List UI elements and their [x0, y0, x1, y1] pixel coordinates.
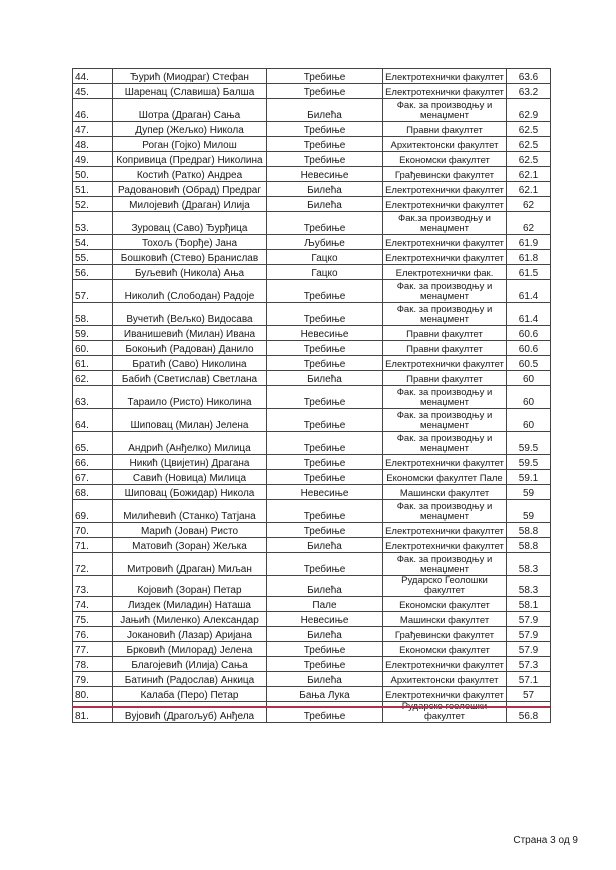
row-number: 73.	[73, 576, 113, 597]
row-number: 68.	[73, 485, 113, 500]
table-row	[73, 627, 551, 642]
faculty	[383, 303, 507, 326]
row-number: 67.	[73, 470, 113, 485]
student-name: Николић (Слободан) Радоје	[113, 280, 267, 303]
faculty	[383, 687, 507, 702]
score: 62.1	[507, 167, 551, 182]
student-name: Тараило (Ристо) Николина	[113, 386, 267, 409]
table-row	[73, 303, 551, 326]
city: Требиње	[267, 500, 383, 523]
row-number: 70.	[73, 523, 113, 538]
score: 59	[507, 500, 551, 523]
city: Билећа	[267, 197, 383, 212]
table-row	[73, 167, 551, 182]
city: Требиње	[267, 553, 383, 576]
city: Требиње	[267, 470, 383, 485]
score: 61.8	[507, 250, 551, 265]
score: 57.9	[507, 612, 551, 627]
score: 58.8	[507, 523, 551, 538]
student-name: Роган (Гојко) Милош	[113, 137, 267, 152]
score: 58.1	[507, 597, 551, 612]
row-number: 74.	[73, 597, 113, 612]
faculty-text: Архитектонски факултет	[390, 140, 499, 151]
faculty	[383, 642, 507, 657]
row-number: 60.	[73, 341, 113, 356]
city: Требиње	[267, 137, 383, 152]
table-row	[73, 553, 551, 576]
page-number: Страна 3 од 9	[513, 835, 578, 846]
city: Невесиње	[267, 167, 383, 182]
faculty	[383, 122, 507, 137]
faculty	[383, 197, 507, 212]
city: Требиње	[267, 303, 383, 326]
city: Требиње	[267, 341, 383, 356]
student-name: Јањић (Миленко) Александар	[113, 612, 267, 627]
row-number: 47.	[73, 122, 113, 137]
faculty-text: Електротехнички фак.	[395, 268, 494, 279]
score: 60.6	[507, 326, 551, 341]
table-row	[73, 182, 551, 197]
faculty	[383, 523, 507, 538]
score: 63.6	[507, 69, 551, 84]
row-number: 80.	[73, 687, 113, 702]
table-row	[73, 612, 551, 627]
table-row	[73, 657, 551, 672]
table-row	[73, 137, 551, 152]
row-number: 61.	[73, 356, 113, 371]
student-name: Савић (Новица) Милица	[113, 470, 267, 485]
faculty	[383, 265, 507, 280]
faculty	[383, 326, 507, 341]
score: 57.9	[507, 642, 551, 657]
table-row	[73, 280, 551, 303]
faculty	[383, 386, 507, 409]
student-name: Батинић (Радослав) Анкица	[113, 672, 267, 687]
score: 60.5	[507, 356, 551, 371]
faculty-text: Фак. за производњу и менаџмент	[396, 387, 493, 408]
faculty-text: Фак. за производњу и менаџмент	[396, 304, 493, 325]
faculty	[383, 212, 507, 235]
row-number: 54.	[73, 235, 113, 250]
student-name: Милићевић (Станко) Татјана	[113, 500, 267, 523]
faculty	[383, 455, 507, 470]
student-name: Иванишевић (Милан) Ивана	[113, 326, 267, 341]
faculty-text: Електротехнички факултет	[385, 87, 504, 98]
score: 57	[507, 687, 551, 702]
row-number: 44.	[73, 69, 113, 84]
score: 59	[507, 485, 551, 500]
row-number: 63.	[73, 386, 113, 409]
row-number: 59.	[73, 326, 113, 341]
table-row	[73, 341, 551, 356]
faculty-text: Рударско Геолошки факултет	[401, 575, 488, 596]
student-name: Шотра (Драган) Сања	[113, 99, 267, 122]
score: 56.8	[507, 702, 551, 723]
city: Требиње	[267, 702, 383, 723]
score: 59.5	[507, 432, 551, 455]
faculty-text: Електротехнички факултет	[385, 526, 504, 537]
faculty	[383, 341, 507, 356]
student-name: Копривица (Предраг) Николина	[113, 152, 267, 167]
faculty	[383, 182, 507, 197]
row-number: 57.	[73, 280, 113, 303]
student-name: Шаренац (Славиша) Балша	[113, 84, 267, 99]
score: 61.9	[507, 235, 551, 250]
faculty-text: Електротехнички факултет	[385, 359, 504, 370]
city: Билећа	[267, 371, 383, 386]
faculty-text: Економски факултет Пале	[386, 473, 503, 484]
table-row	[73, 672, 551, 687]
score: 62.9	[507, 99, 551, 122]
faculty	[383, 576, 507, 597]
faculty-text: Фак.за производњу и менаџмент	[398, 213, 491, 234]
score: 62.5	[507, 152, 551, 167]
faculty	[383, 612, 507, 627]
faculty-text: Фак. за производњу и менаџмент	[396, 281, 493, 302]
row-number: 81.	[73, 702, 113, 723]
student-name: Марић (Јован) Ристо	[113, 523, 267, 538]
table-row	[73, 455, 551, 470]
student-name: Ђурић (Миодраг) Стефан	[113, 69, 267, 84]
city: Требиње	[267, 212, 383, 235]
row-number: 65.	[73, 432, 113, 455]
city: Гацко	[267, 265, 383, 280]
faculty-text: Фак. за производњу и менаџмент	[396, 554, 493, 575]
faculty-text: Машински факултет	[399, 615, 490, 626]
faculty-text: Економски факултет	[399, 645, 490, 656]
faculty-text: Електротехнички факултет	[385, 72, 504, 83]
table-row	[73, 122, 551, 137]
faculty	[383, 702, 507, 723]
faculty	[383, 250, 507, 265]
score: 60	[507, 371, 551, 386]
table-row	[73, 212, 551, 235]
city: Требиње	[267, 432, 383, 455]
faculty	[383, 371, 507, 386]
faculty-text: Електротехнички факултет	[385, 458, 504, 469]
city: Требиње	[267, 356, 383, 371]
row-number: 56.	[73, 265, 113, 280]
city: Билећа	[267, 627, 383, 642]
score: 58.3	[507, 576, 551, 597]
row-number: 45.	[73, 84, 113, 99]
student-name: Шиповац (Божидар) Никола	[113, 485, 267, 500]
cutoff-line	[72, 706, 550, 708]
city: Требиње	[267, 386, 383, 409]
row-number: 62.	[73, 371, 113, 386]
student-name: Брковић (Милорад) Јелена	[113, 642, 267, 657]
row-number: 50.	[73, 167, 113, 182]
student-name: Андрић (Анђелко) Милица	[113, 432, 267, 455]
row-number: 51.	[73, 182, 113, 197]
row-number: 79.	[73, 672, 113, 687]
score: 57.3	[507, 657, 551, 672]
score: 58.8	[507, 538, 551, 553]
faculty	[383, 672, 507, 687]
table-row	[73, 371, 551, 386]
faculty-text: Електротехнички факултет	[385, 660, 504, 671]
student-name: Никић (Цвијетин) Драгана	[113, 455, 267, 470]
faculty	[383, 657, 507, 672]
faculty	[383, 627, 507, 642]
row-number: 48.	[73, 137, 113, 152]
score: 58.3	[507, 553, 551, 576]
row-number: 58.	[73, 303, 113, 326]
score: 62	[507, 197, 551, 212]
city: Требиње	[267, 69, 383, 84]
faculty	[383, 235, 507, 250]
faculty	[383, 553, 507, 576]
city: Требиње	[267, 84, 383, 99]
faculty	[383, 470, 507, 485]
row-number: 46.	[73, 99, 113, 122]
row-number: 55.	[73, 250, 113, 265]
student-name: Дупер (Жељко) Никола	[113, 122, 267, 137]
table-row	[73, 84, 551, 99]
faculty-text: Електротехнички факултет	[385, 238, 504, 249]
city: Невесиње	[267, 485, 383, 500]
score: 59.5	[507, 455, 551, 470]
table-row	[73, 485, 551, 500]
score: 57.1	[507, 672, 551, 687]
score: 62	[507, 212, 551, 235]
city: Невесиње	[267, 326, 383, 341]
student-name: Зуровац (Саво) Ђурђица	[113, 212, 267, 235]
row-number: 69.	[73, 500, 113, 523]
row-number: 77.	[73, 642, 113, 657]
score: 62.5	[507, 122, 551, 137]
student-name: Јокановић (Лазар) Аријана	[113, 627, 267, 642]
row-number: 49.	[73, 152, 113, 167]
city: Требиње	[267, 455, 383, 470]
table-row	[73, 538, 551, 553]
table-row	[73, 642, 551, 657]
faculty	[383, 409, 507, 432]
table-row	[73, 69, 551, 84]
faculty-text: Фак. за производњу и менаџмент	[396, 410, 493, 431]
faculty-text: Фак. за производњу и менаџмент	[396, 100, 493, 121]
student-name: Буљевић (Никола) Ања	[113, 265, 267, 280]
faculty	[383, 500, 507, 523]
city: Гацко	[267, 250, 383, 265]
table-row	[73, 470, 551, 485]
score: 57.9	[507, 627, 551, 642]
city: Требиње	[267, 409, 383, 432]
city: Пале	[267, 597, 383, 612]
faculty-text: Архитектонски факултет	[390, 675, 499, 686]
city: Билећа	[267, 576, 383, 597]
score: 60	[507, 386, 551, 409]
row-number: 64.	[73, 409, 113, 432]
faculty-text: Правни факултет	[406, 329, 483, 340]
row-number: 52.	[73, 197, 113, 212]
ranking-table	[72, 68, 551, 723]
score: 60.6	[507, 341, 551, 356]
score: 59.1	[507, 470, 551, 485]
student-name: Матовић (Зоран) Жељка	[113, 538, 267, 553]
table-row	[73, 152, 551, 167]
faculty	[383, 356, 507, 371]
row-number: 76.	[73, 627, 113, 642]
student-name: Бошковић (Стево) Бранислав	[113, 250, 267, 265]
table-row	[73, 702, 551, 723]
faculty-text: Електротехнички факултет	[385, 200, 504, 211]
city: Требиње	[267, 657, 383, 672]
faculty	[383, 167, 507, 182]
city: Невесиње	[267, 612, 383, 627]
faculty-text: факултет	[423, 711, 465, 722]
city: Билећа	[267, 538, 383, 553]
score: 61.4	[507, 280, 551, 303]
student-name: Тохољ (Ђорђе) Јана	[113, 235, 267, 250]
student-name: Вучетић (Вељко) Видосава	[113, 303, 267, 326]
faculty	[383, 597, 507, 612]
table-row	[73, 235, 551, 250]
faculty-text: Фак. за производњу и менаџмент	[396, 433, 493, 454]
faculty	[383, 538, 507, 553]
student-name: Милојевић (Драган) Илија	[113, 197, 267, 212]
city: Билећа	[267, 182, 383, 197]
table-row	[73, 687, 551, 702]
table-row	[73, 409, 551, 432]
table-row	[73, 386, 551, 409]
faculty-text: Електротехнички факултет	[385, 185, 504, 196]
city: Билећа	[267, 672, 383, 687]
row-number: 78.	[73, 657, 113, 672]
faculty	[383, 280, 507, 303]
faculty-text: Фак. за производњу и менаџмент	[396, 501, 493, 522]
student-name: Бокоњић (Радован) Данило	[113, 341, 267, 356]
faculty-text: Правни факултет	[406, 374, 483, 385]
faculty-text: Електротехнички факултет	[385, 253, 504, 264]
score: 63.2	[507, 84, 551, 99]
row-number: 53.	[73, 212, 113, 235]
city: Бања Лука	[267, 687, 383, 702]
table-row	[73, 356, 551, 371]
faculty-text: Правни факултет	[406, 344, 483, 355]
faculty	[383, 137, 507, 152]
city: Требиње	[267, 122, 383, 137]
faculty-text: Електротехнички факултет	[385, 690, 504, 701]
faculty-text: Правни факултет	[406, 125, 483, 136]
table-row	[73, 265, 551, 280]
table-row	[73, 326, 551, 341]
faculty-text: Економски факултет	[399, 600, 490, 611]
city: Билећа	[267, 99, 383, 122]
city: Требиње	[267, 523, 383, 538]
city: Требиње	[267, 642, 383, 657]
score: 62.5	[507, 137, 551, 152]
table-row	[73, 99, 551, 122]
faculty	[383, 99, 507, 122]
city: Љубиње	[267, 235, 383, 250]
table-row	[73, 432, 551, 455]
student-name: Којовић (Зоран) Петар	[113, 576, 267, 597]
student-name: Костић (Ратко) Андреа	[113, 167, 267, 182]
city: Требиње	[267, 280, 383, 303]
student-name: Братић (Саво) Николина	[113, 356, 267, 371]
faculty-text: Машински факултет	[399, 488, 490, 499]
table-row	[73, 500, 551, 523]
table-row	[73, 250, 551, 265]
table-row	[73, 576, 551, 597]
score: 60	[507, 409, 551, 432]
row-number: 66.	[73, 455, 113, 470]
row-number: 75.	[73, 612, 113, 627]
student-name: Благојевић (Илија) Сања	[113, 657, 267, 672]
table-row	[73, 523, 551, 538]
faculty	[383, 432, 507, 455]
faculty	[383, 69, 507, 84]
student-name: Радовановић (Обрад) Предраг	[113, 182, 267, 197]
faculty-text: Економски факултет	[399, 155, 490, 166]
faculty-text: Електротехнички факултет	[385, 541, 504, 552]
row-number: 72.	[73, 553, 113, 576]
student-name: Калаба (Перо) Петар	[113, 687, 267, 702]
score: 61.5	[507, 265, 551, 280]
student-name: Шиповац (Милан) Јелена	[113, 409, 267, 432]
faculty-text: Грађевински факултет	[394, 170, 495, 181]
score: 62.1	[507, 182, 551, 197]
student-name: Бабић (Светислав) Светлана	[113, 371, 267, 386]
ranking-table-body	[73, 69, 551, 723]
score: 61.4	[507, 303, 551, 326]
faculty-text: Грађевински факултет	[394, 630, 495, 641]
faculty	[383, 485, 507, 500]
table-row	[73, 197, 551, 212]
student-name: Митровић (Драган) Миљан	[113, 553, 267, 576]
table-row	[73, 597, 551, 612]
student-name: Лиздек (Миладин) Наташа	[113, 597, 267, 612]
row-number: 71.	[73, 538, 113, 553]
student-name: Вујовић (Драгољуб) Анђела	[113, 702, 267, 723]
faculty	[383, 152, 507, 167]
faculty	[383, 84, 507, 99]
city: Требиње	[267, 152, 383, 167]
